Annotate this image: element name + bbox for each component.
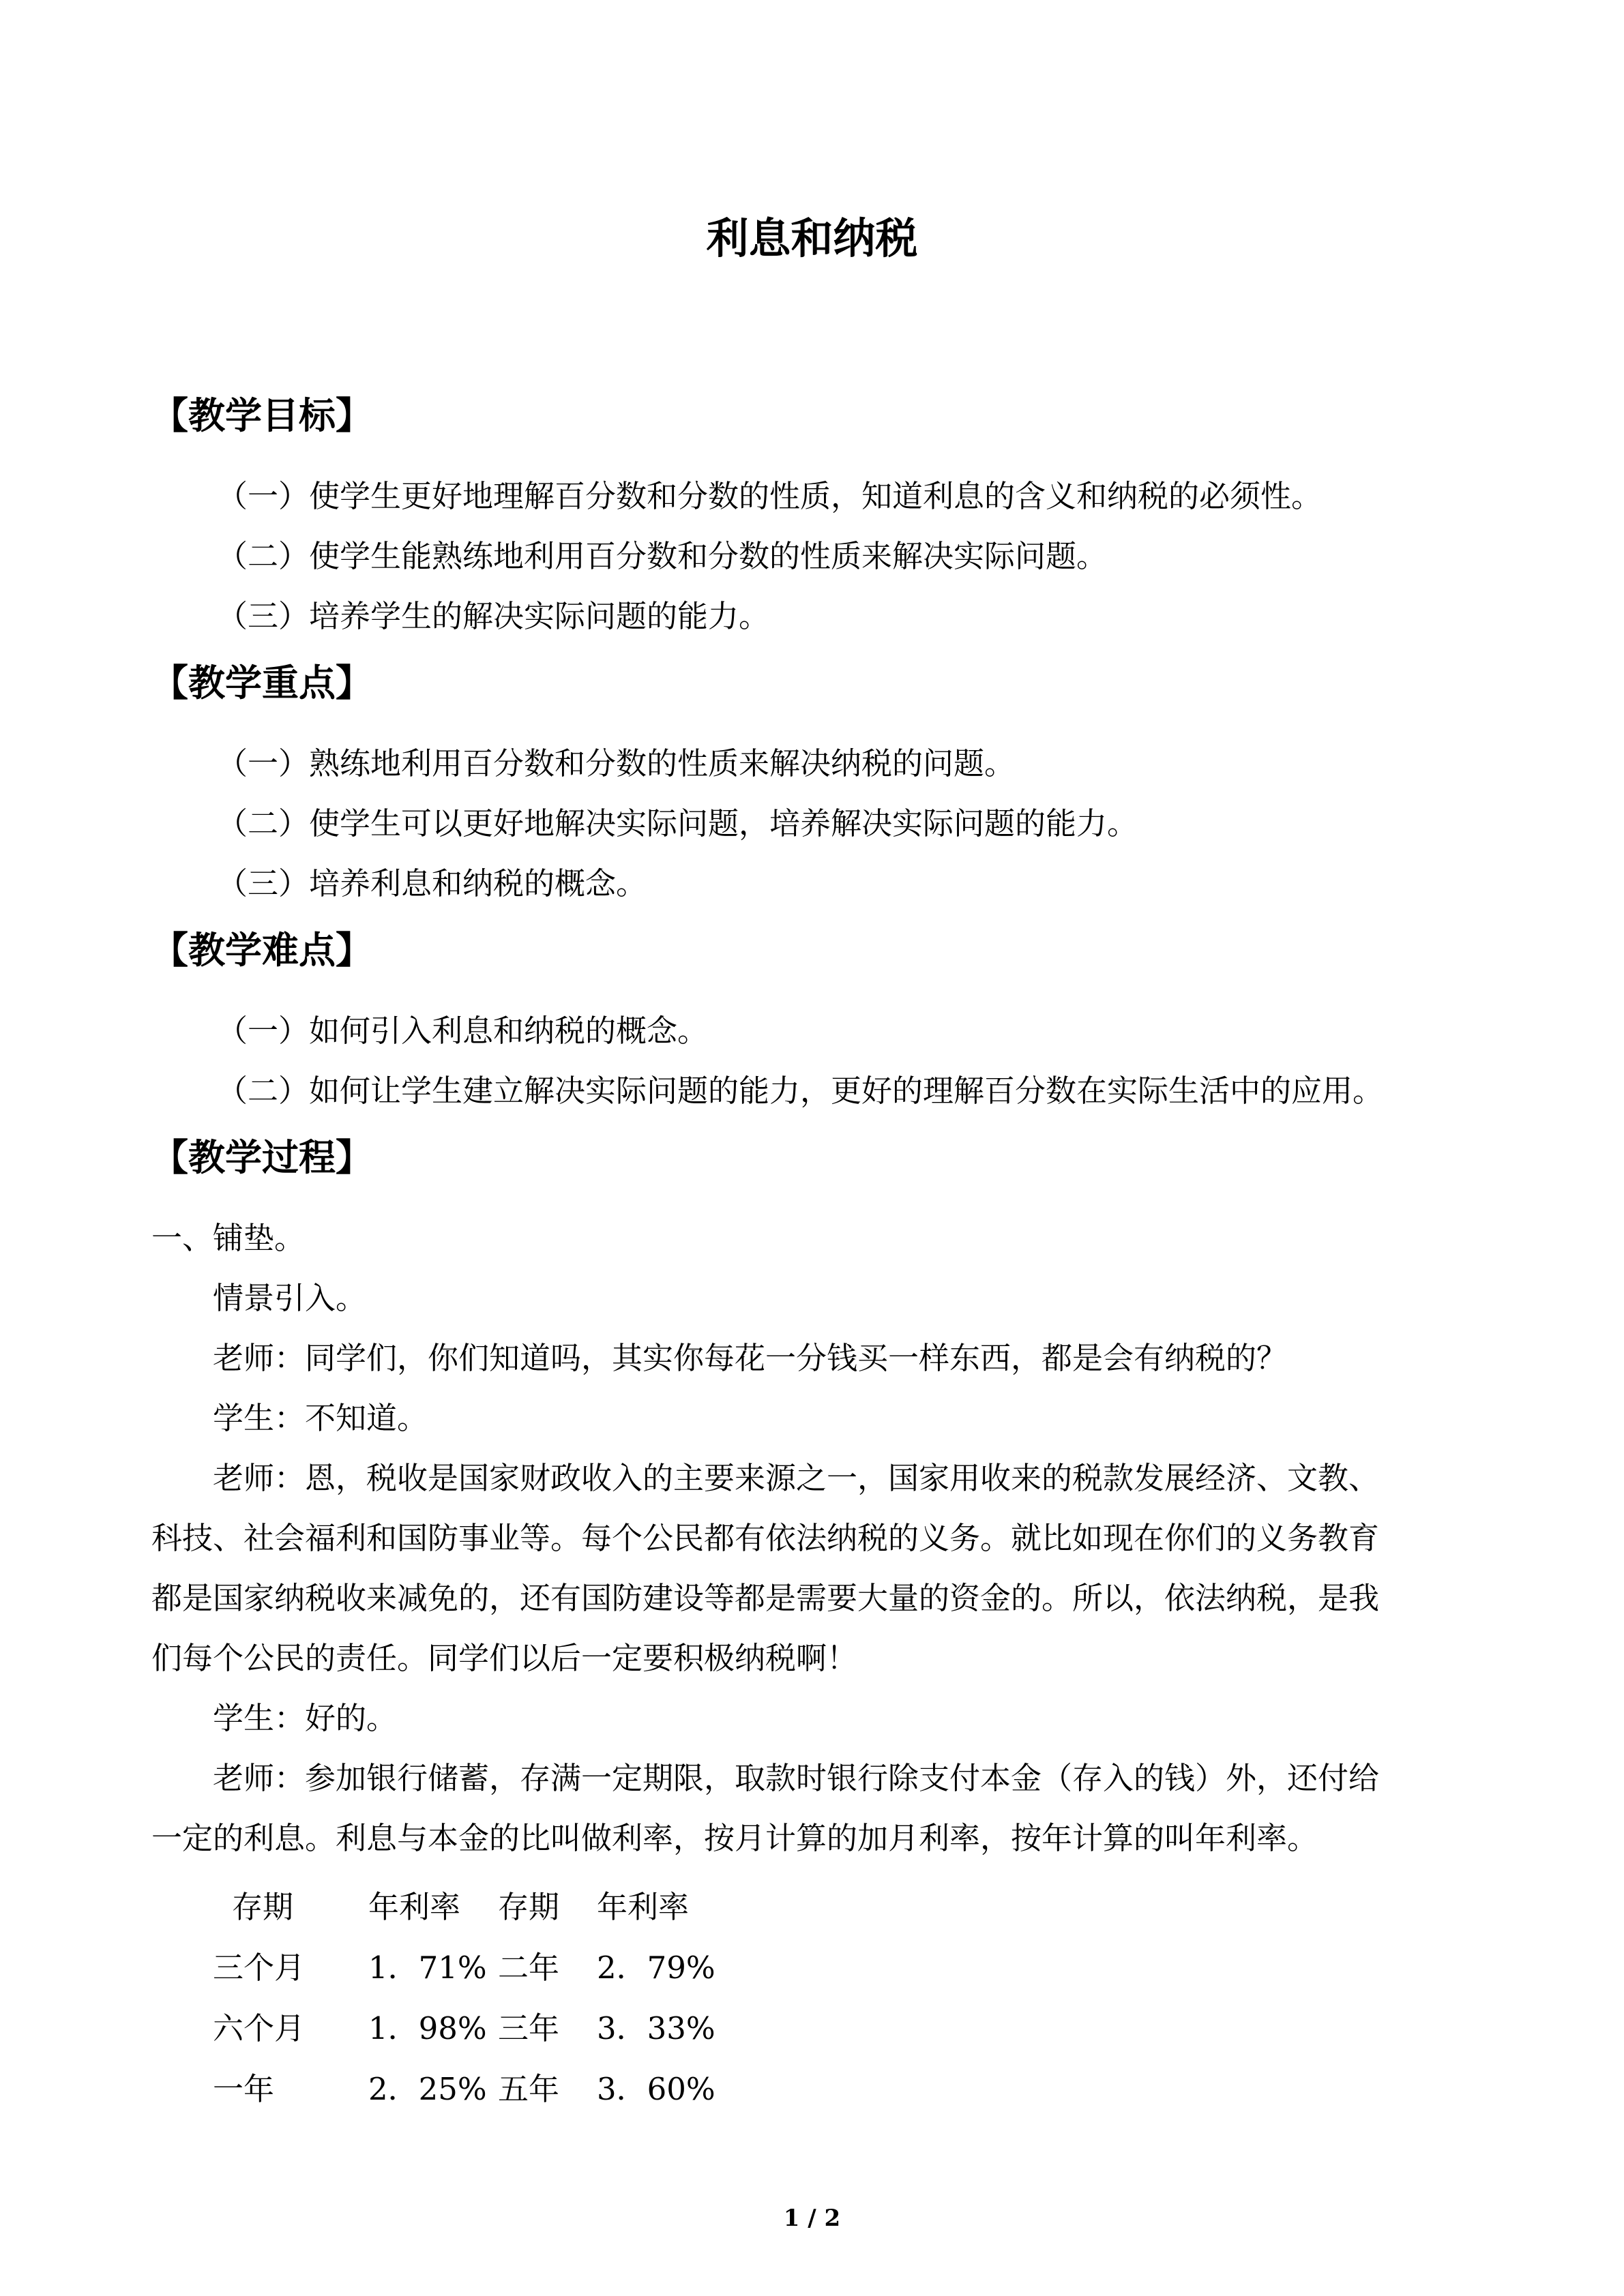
table-row <box>213 2056 720 2117</box>
difficulty-item-1: （一）如何引入利息和纳税的概念。 <box>217 1013 709 1049</box>
page-number: 1 / 2 <box>783 2205 841 2232</box>
process-step-1: 一、铺垫。 <box>151 1220 306 1256</box>
table-header-row <box>213 1874 720 1935</box>
difficulty-item-2: （二）如何让学生建立解决实际问题的能力，更好的理解百分数在实际生活中的应用。 <box>217 1073 1384 1109</box>
table-header-cell: 存期 <box>498 1889 560 1925</box>
key-point-item-3: （三）培养利息和纳税的概念。 <box>217 865 647 901</box>
process-line-8: 学生：好的。 <box>213 1700 398 1736</box>
table-row <box>213 1935 720 1995</box>
goal-item-3: （三）培养学生的解决实际问题的能力。 <box>217 598 770 634</box>
table-row <box>213 1995 720 2056</box>
table-cell: 3．33% <box>597 2010 715 2046</box>
table-cell: 三个月 <box>213 1950 306 1986</box>
key-point-item-1: （一）熟练地利用百分数和分数的性质来解决纳税的问题。 <box>217 745 1016 781</box>
table-cell: 一年 <box>213 2071 275 2107</box>
table-cell: 1．98% <box>368 2010 487 2046</box>
goal-item-2: （二）使学生能熟练地利用百分数和分数的性质来解决实际问题。 <box>217 538 1108 574</box>
table-header-cell: 存期 <box>232 1889 294 1925</box>
process-line-6: 都是国家纳税收来减免的，还有国防建设等都是需要大量的资金的。所以，依法纳税，是我 <box>151 1580 1380 1616</box>
heading-key-points: 【教学重点】 <box>151 661 372 704</box>
process-line-5: 科技、社会福利和国防事业等。每个公民都有依法纳税的义务。就比如现在你们的义务教育 <box>151 1520 1380 1556</box>
heading-teaching-process: 【教学过程】 <box>151 1136 372 1179</box>
table-cell: 2．25% <box>368 2071 487 2107</box>
goal-item-1: （一）使学生更好地理解百分数和分数的性质，知道利息的含义和纳税的必须性。 <box>217 478 1323 514</box>
process-line-7: 们每个公民的责任。同学们以后一定要积极纳税啊！ <box>151 1640 858 1676</box>
table-cell: 2．79% <box>597 1950 715 1986</box>
process-line-10: 一定的利息。利息与本金的比叫做利率，按月计算的加月利率，按年计算的叫年利率。 <box>151 1820 1318 1856</box>
table-cell: 五年 <box>498 2071 560 2107</box>
interest-rate-table <box>213 1874 720 2117</box>
heading-teaching-goals: 【教学目标】 <box>151 394 372 437</box>
process-line-3: 学生：不知道。 <box>213 1400 428 1436</box>
process-line-1: 情景引入。 <box>213 1280 367 1316</box>
document-title: 利息和纳税 <box>706 213 918 263</box>
table-header-cell: 年利率 <box>597 1889 690 1925</box>
heading-difficulties: 【教学难点】 <box>151 929 372 972</box>
process-line-2: 老师：同学们，你们知道吗，其实你每花一分钱买一样东西，都是会有纳税的？ <box>213 1340 1288 1376</box>
process-line-4: 老师：恩，税收是国家财政收入的主要来源之一，国家用收来的税款发展经济、文教、 <box>213 1460 1380 1496</box>
table-header-cell: 年利率 <box>368 1889 461 1925</box>
table-cell: 二年 <box>498 1950 560 1986</box>
table-cell: 3．60% <box>597 2071 715 2107</box>
process-line-9: 老师：参加银行储蓄，存满一定期限，取款时银行除支付本金（存入的钱）外，还付给 <box>213 1760 1380 1796</box>
table-cell: 三年 <box>498 2010 560 2046</box>
table-cell: 六个月 <box>213 2010 306 2046</box>
key-point-item-2: （二）使学生可以更好地解决实际问题，培养解决实际问题的能力。 <box>217 805 1138 841</box>
table-cell: 1．71% <box>368 1950 487 1986</box>
